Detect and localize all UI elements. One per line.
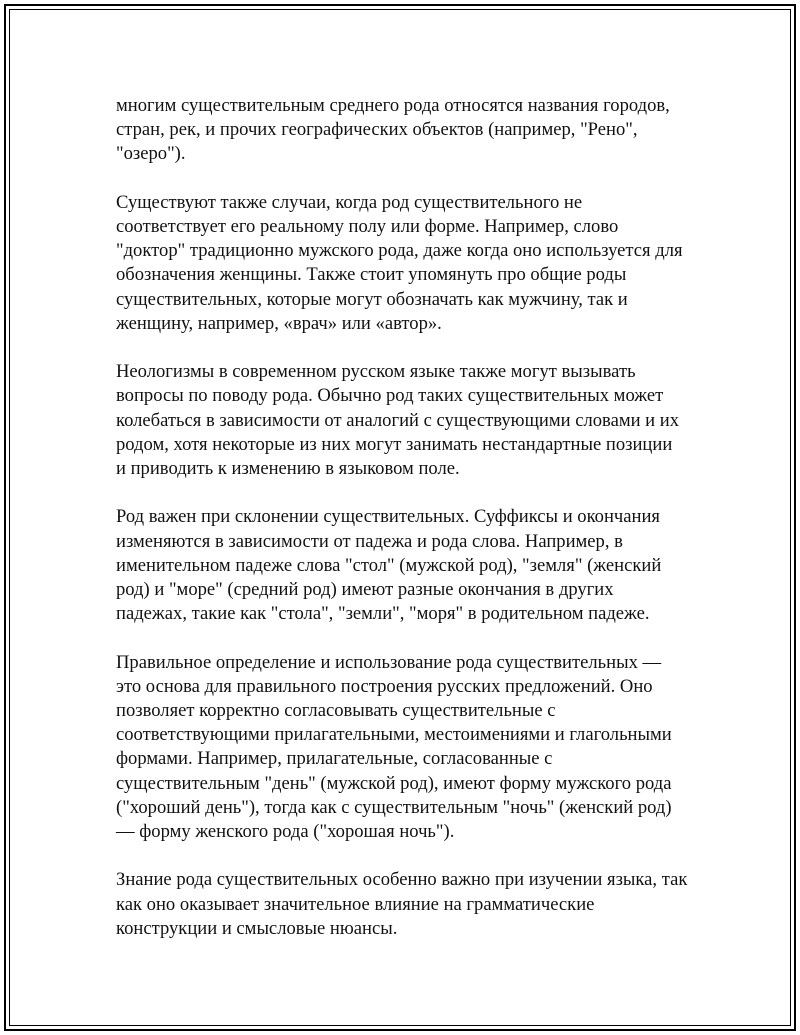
document-body	[116, 94, 706, 965]
paragraph-3: Неологизмы в современном русском языке также могут вызывать вопросы по поводу рода. Обычно род таких существительных может колебаться в зависимости от аналогий с существующими словами и их родом, хотя некоторые из них могут занимать нестандартные позиции и приводить к изменению в языковом поле.	[116, 361, 680, 480]
paragraph-5: Правильное определение и использование рода существительных — это основа для правильного построения русских предложений. Оно позволяет корректно согласовывать существительные с соответствующими прилагательными, местоимениями и глагольными формами. Например, прилагательные, согласованные с существительным "день" (мужской род), имеют форму мужского рода ("хороший день"), тогда как с существительным "ночь" (женский род) — форму женского рода ("хорошая ночь").	[116, 651, 672, 843]
paragraph-6: Знание рода существительных особенно важно при изучении языка, так как оно оказывает значительное влияние на грамматические конструкции и смысловые нюансы.	[116, 869, 688, 939]
paragraph-2: Существуют также случаи, когда род существительного не соответствует его реальному полу или форме. Например, слово "доктор" традиционно мужского рода, даже когда оно используется для обозначения женщины. Также стоит упомянуть про общие роды существительных, которые могут обозначать как мужчину, так и женщину, например, «врач» или «автор».	[116, 191, 683, 334]
paragraph-1: многим существительным среднего рода относятся названия городов, стран, рек, и прочих географических объектов (например, "Рено", "озеро").	[116, 95, 670, 165]
paragraph-4: Род важен при склонении существительных. Суффиксы и окончания изменяются в зависимости от падежа и рода слова. Например, в именительном падеже слова "стол" (мужской род), "земля" (женский род) и "море" (средний род) имеют разные окончания в других падежах, такие как "стола", "земли", "моря" в родительном падеже.	[116, 506, 662, 625]
